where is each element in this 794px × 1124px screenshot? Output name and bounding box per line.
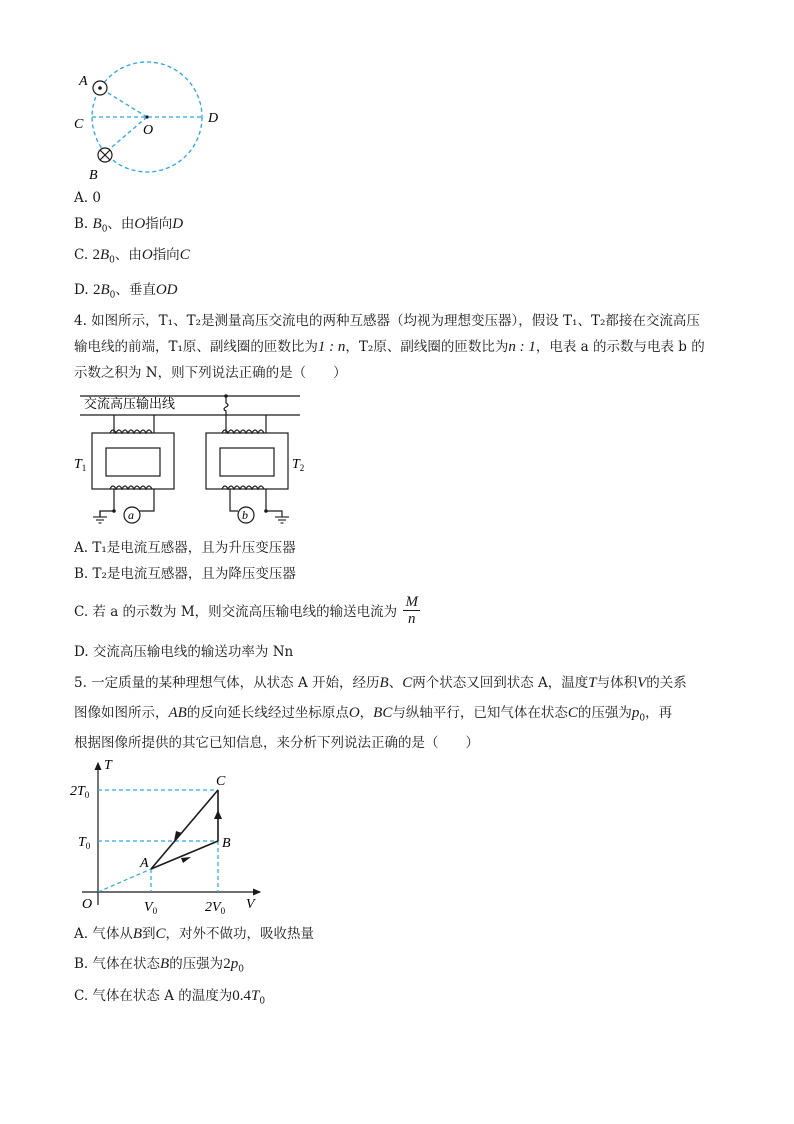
option-text: B. 气体在状态 <box>74 956 161 972</box>
label-t2: $T_2$ <box>292 457 305 473</box>
option-text: ，对外不做功，吸收热量 <box>165 926 315 942</box>
tick-2t0: $2T_0$ <box>70 784 90 800</box>
symbol-b: B <box>100 282 110 298</box>
symbol-b: B <box>379 675 389 691</box>
point-b-label: B <box>222 836 231 851</box>
circle-field-figure <box>70 60 240 185</box>
q5-option-c <box>74 987 265 1011</box>
svg-text:b: b <box>242 508 248 522</box>
point-a-label: A <box>140 856 149 871</box>
transformer-t1 <box>92 415 174 517</box>
symbol-ab: AB <box>168 705 187 721</box>
label-d: D <box>208 111 219 126</box>
turns-ratio-2: n : 1 <box>508 339 536 355</box>
coefficient: 2 <box>92 247 100 263</box>
q3-option-d <box>74 281 178 305</box>
symbol-p: p <box>631 705 640 721</box>
junction-dot <box>112 509 116 513</box>
option-text: 、垂直 <box>115 282 156 298</box>
label-c: C <box>74 117 84 132</box>
ground-icon <box>275 517 289 523</box>
stem-text: ，T₂原、副线圈的匝数比为 <box>345 339 509 355</box>
center-point <box>145 115 148 118</box>
q5-stem-line3: 根据图像所提供的其它已知信息，来分析下列说法正确的是（ ） <box>74 735 479 751</box>
coefficient: 2 <box>92 282 101 298</box>
symbol-o: O <box>141 247 153 263</box>
q5-option-a <box>74 925 314 943</box>
symbol-t: T <box>251 988 260 1004</box>
symbol-od: OD <box>155 282 178 298</box>
fraction-numerator: M <box>405 594 418 610</box>
point-c-label: C <box>216 774 226 789</box>
option-prefix: A. <box>74 190 93 206</box>
svg-text:a: a <box>128 508 134 522</box>
option-prefix: C. <box>74 247 93 263</box>
fraction-denominator: n <box>407 611 416 627</box>
stem-text: 输电线的前端，T₁原、副线圈的匝数比为 <box>74 339 318 355</box>
symbol-v: V <box>637 675 647 691</box>
symbol-c: C <box>402 675 413 691</box>
q4-option-d: D. 交流高压输电线的输送功率为 Nn <box>74 644 294 660</box>
stem-text: ， <box>359 705 374 721</box>
subscript: 0 <box>238 964 244 975</box>
symbol-o: O <box>134 216 146 232</box>
coefficient: 0.4 <box>232 988 252 1004</box>
subscript: 0 <box>639 713 646 724</box>
axis-label-t: T <box>104 758 112 773</box>
junction-dot <box>264 509 268 513</box>
q3-option-c <box>74 246 190 270</box>
symbol-b: B <box>99 247 110 263</box>
tick-2v0: $2V_0$ <box>205 900 226 916</box>
q4-stem-line2 <box>74 338 705 356</box>
symbol-b: B <box>132 926 143 942</box>
q4-option-c <box>74 596 420 629</box>
figure-title: 交流高压输出线 <box>84 396 176 411</box>
extension-ab <box>98 869 151 892</box>
option-prefix: B. <box>74 216 93 232</box>
stem-text: 的压强为 <box>577 705 632 721</box>
process-ab <box>151 841 218 869</box>
q3-option-b <box>74 215 183 239</box>
symbol-bc: BC <box>373 705 393 721</box>
stem-text: 、 <box>388 675 403 691</box>
wire-into-page-icon <box>98 148 112 162</box>
ground-icon <box>93 517 107 523</box>
stem-text: 图像如图所示， <box>74 705 169 721</box>
turns-ratio-1: 1 : n <box>317 339 346 355</box>
option-text: C. 若 a 的示数为 M，则交流高压输电线的输送电流为 <box>74 604 398 620</box>
process-ca <box>151 790 218 869</box>
symbol-t: T <box>588 675 597 691</box>
q4-stem-line1: 4. 如图所示，T₁、T₂是测量高压交流电的两种互感器（均视为理想变压器），假设 T₁、T₂都接在交流高压 <box>74 313 700 329</box>
ammeter-a-icon <box>124 507 140 523</box>
radius-ob <box>105 117 147 153</box>
fraction-m-over-n <box>403 594 420 627</box>
q5-option-b <box>74 955 244 979</box>
stem-text: 两个状态又回到状态 A，温度 <box>412 675 589 691</box>
option-text: 的压强为 <box>169 956 224 972</box>
symbol-b: B <box>92 216 102 232</box>
axis-label-v: V <box>246 897 255 912</box>
symbol-c: C <box>567 705 578 721</box>
stem-text: ，电表 a 的示数与电表 b 的 <box>535 339 705 355</box>
option-text: C. 气体在状态 A 的温度为 <box>74 988 233 1004</box>
label-b: B <box>89 168 98 183</box>
option-text: 指向 <box>145 216 173 232</box>
junction-dot <box>224 394 228 398</box>
t-v-graph <box>70 755 270 920</box>
q3-option-a <box>74 189 101 207</box>
voltmeter-b-icon <box>238 507 254 523</box>
subscript: 0 <box>109 290 116 301</box>
symbol-d: D <box>172 216 184 232</box>
option-text: 0 <box>92 190 101 206</box>
q4-option-a: A. T₁是电流互感器，且为升压变压器 <box>74 540 296 556</box>
subscript: 0 <box>101 224 108 235</box>
label-o: O <box>143 123 154 138</box>
option-text: 到 <box>142 926 156 942</box>
direction-arrows <box>174 810 222 863</box>
option-text: A. 气体从 <box>74 926 133 942</box>
transformer-figure <box>70 393 310 530</box>
stem-text: 的关系 <box>646 675 687 691</box>
label-t1: $T_1$ <box>74 457 87 473</box>
tick-v0: $V_0$ <box>144 900 158 916</box>
option-text: 、由 <box>107 216 135 232</box>
option-text: 指向 <box>152 247 180 263</box>
symbol-p: p <box>230 956 239 972</box>
stem-text: 与体积 <box>596 675 638 691</box>
q5-stem-line1 <box>74 674 687 692</box>
q5-stem-line2 <box>74 704 672 728</box>
wire-out-of-page-icon <box>93 81 107 95</box>
label-a: A <box>79 74 88 89</box>
option-text: 、由 <box>114 247 142 263</box>
subscript: 0 <box>109 255 115 266</box>
option-prefix: D. <box>74 282 93 298</box>
symbol-b: B <box>160 956 170 972</box>
stem-text: 与纵轴平行，已知气体在状态 <box>392 705 568 721</box>
tick-t0: $T_0$ <box>78 835 91 851</box>
stem-text: 5. 一定质量的某种理想气体，从状态 A 开始，经历 <box>74 675 380 691</box>
symbol-c: C <box>155 926 166 942</box>
q4-stem-line3: 示数之积为 N，则下列说法正确的是（ ） <box>74 365 347 381</box>
radius-oa <box>100 88 147 117</box>
coefficient: 2 <box>223 956 231 972</box>
symbol-c: C <box>179 247 190 263</box>
origin-label: O <box>82 897 93 912</box>
symbol-o: O <box>348 705 360 721</box>
stem-text: 的反向延长线经过坐标原点 <box>186 705 349 721</box>
q4-option-b: B. T₂是电流互感器，且为降压变压器 <box>74 566 296 582</box>
stem-text: ，再 <box>645 705 673 721</box>
transformer-t2 <box>206 396 288 517</box>
subscript: 0 <box>259 996 266 1007</box>
